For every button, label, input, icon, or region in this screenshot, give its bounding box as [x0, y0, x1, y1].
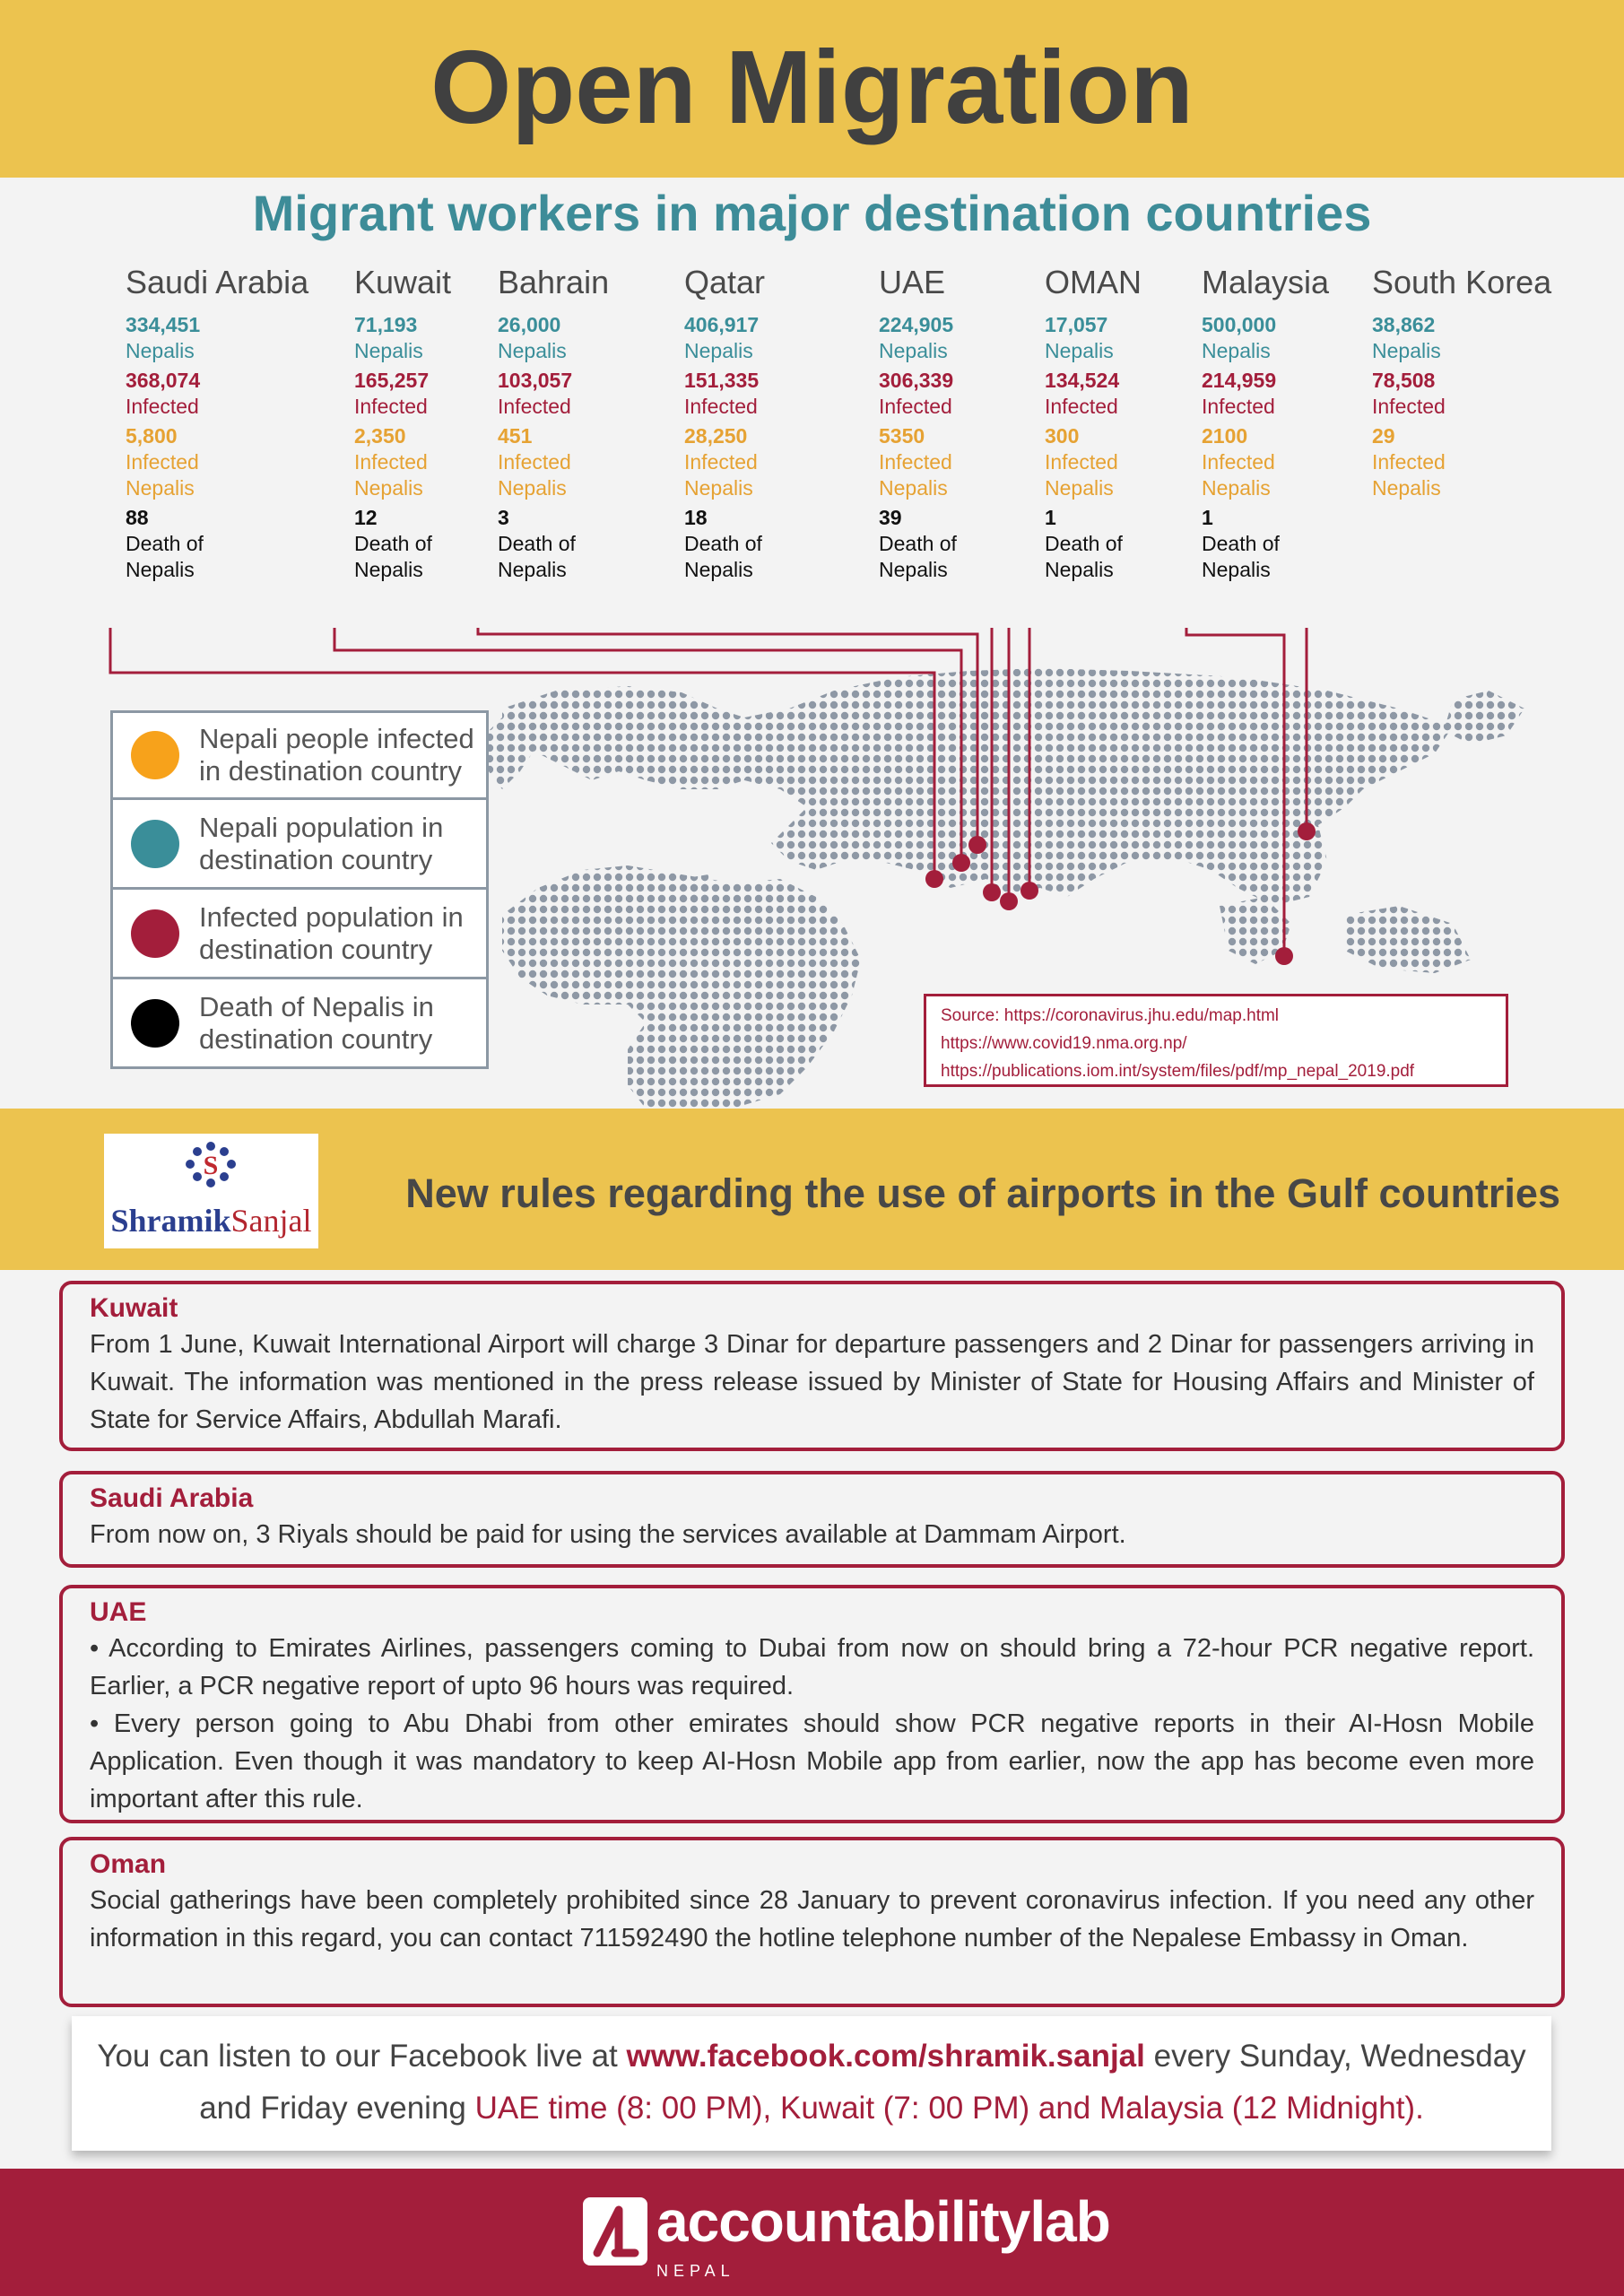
deaths-label: Death of Nepalis	[1045, 532, 1123, 581]
deaths-label: Death of Nepalis	[1202, 532, 1280, 581]
deaths-count: 12	[354, 506, 378, 529]
shramik-sanjal-logo	[104, 1134, 318, 1248]
infected-count: 165,257	[354, 369, 430, 392]
deaths-count: 1	[1202, 506, 1213, 529]
sources-box	[924, 994, 1508, 1087]
footer-subbrand: NEPAL	[656, 2262, 735, 2280]
infected-label: Infected	[879, 395, 952, 418]
infected-nepalis-label: Infected Nepalis	[684, 450, 758, 500]
rule-title: Saudi Arabia	[90, 1483, 254, 1513]
infected-nepalis-count: 5,800	[126, 424, 178, 448]
teal-dot-icon	[131, 820, 179, 868]
infected-nepalis-label: Infected Nepalis	[879, 450, 952, 500]
country-name: UAE	[879, 264, 946, 300]
section-subtitle: Migrant workers in major destination countries	[252, 185, 1372, 241]
country-column	[498, 264, 609, 583]
country-column	[879, 264, 977, 583]
rule-box-kuwait	[59, 1281, 1565, 1451]
infected-nepalis-count: 28,250	[684, 424, 748, 448]
country-column	[1202, 264, 1329, 583]
nepalis-label: Nepalis	[1202, 339, 1271, 362]
red-dot-icon	[131, 909, 179, 958]
black-dot-icon	[131, 999, 179, 1048]
legend-item-infected-population	[110, 890, 489, 979]
deaths-count: 88	[126, 506, 149, 529]
rules-title: New rules regarding the use of airports in the Gulf countries	[405, 1170, 1560, 1216]
infected-nepalis-label: Infected Nepalis	[126, 450, 199, 500]
rule-title: Kuwait	[90, 1293, 178, 1323]
infected-count: 134,524	[1045, 369, 1120, 392]
infected-nepalis-count: 300	[1045, 424, 1080, 448]
logo-emblem-icon	[104, 1134, 318, 1205]
infected-nepalis-count: 2100	[1202, 424, 1248, 448]
legend-item-infected-nepalis	[110, 710, 489, 800]
legend-label: Infected population in destination country	[199, 900, 464, 965]
rule-box-oman	[59, 1837, 1565, 2007]
infected-count: 306,339	[879, 369, 954, 392]
deaths-count: 39	[879, 506, 902, 529]
legend-label: Nepali population in destination country	[199, 811, 444, 875]
footer-brand: accountabilitylab	[656, 2189, 1110, 2254]
deaths-label: Death of Nepalis	[498, 532, 576, 581]
infected-label: Infected	[126, 395, 199, 418]
nepalis-label: Nepalis	[354, 339, 423, 362]
page-title: Open Migration	[430, 29, 1194, 145]
legend-label: Nepali people infected in destination country	[199, 723, 474, 787]
nepalis-label: Nepalis	[684, 339, 753, 362]
rule-bullet: • According to Emirates Airlines, passengers coming to Dubai from now on should bring a 72-hour PCR negative report. Earlier, a PCR negative report of upto 96 hours was required.	[90, 1634, 1534, 1700]
svg-text:S: S	[203, 1151, 219, 1180]
country-column	[126, 264, 308, 583]
deaths-count: 18	[684, 506, 708, 529]
deaths-label: Death of Nepalis	[354, 532, 432, 581]
nepalis-count: 224,905	[879, 313, 954, 336]
country-name: Saudi Arabia	[126, 264, 309, 300]
header-banner	[0, 0, 1624, 178]
infected-nepalis-count: 5350	[879, 424, 925, 448]
facebook-text: You can listen to our Facebook live at	[97, 2039, 627, 2074]
country-name: Qatar	[684, 264, 766, 300]
infected-nepalis-label: Infected Nepalis	[498, 450, 571, 500]
rule-title: UAE	[90, 1597, 147, 1627]
deaths-count: 1	[1045, 506, 1056, 529]
broadcast-times: UAE time (8: 00 PM), Kuwait (7: 00 PM) and Malaysia (12 Midnight).	[474, 2091, 1424, 2126]
nepalis-count: 17,057	[1045, 313, 1108, 336]
legend	[110, 710, 489, 1069]
infected-nepalis-label: Infected Nepalis	[1202, 450, 1275, 500]
rule-text: From 1 June, Kuwait International Airport will charge 3 Dinar for departure passengers and 2 Dinar for passengers arriving in Kuwait. The information was mentioned in the press release issued by Minister of State for Housing Affairs and Minister of State for Service Affairs, Abdullah Marafi.	[90, 1330, 1534, 1434]
infected-count: 368,074	[126, 369, 201, 392]
nepalis-label: Nepalis	[1372, 339, 1441, 362]
orange-dot-icon	[131, 731, 179, 779]
infected-nepalis-label: Infected Nepalis	[1045, 450, 1118, 500]
rule-box-saudi-arabia	[59, 1471, 1565, 1568]
nepalis-count: 406,917	[684, 313, 760, 336]
legend-item-nepali-population	[110, 800, 489, 890]
deaths-label: Death of Nepalis	[684, 532, 762, 581]
nepalis-count: 334,451	[126, 313, 201, 336]
infected-nepalis-count: 29	[1372, 424, 1395, 448]
infected-count: 214,959	[1202, 369, 1277, 392]
country-column	[1045, 264, 1143, 583]
infected-nepalis-label: Infected Nepalis	[354, 450, 428, 500]
country-name: South Korea	[1372, 264, 1552, 300]
country-column	[354, 264, 453, 583]
deaths-label: Death of Nepalis	[126, 532, 204, 581]
legend-item-deaths	[110, 979, 489, 1069]
nepalis-count: 500,000	[1202, 313, 1277, 336]
source-line[interactable]: https://publications.iom.int/system/files/pdf/mp_nepal_2019.pdf	[941, 1062, 1415, 1081]
accountability-lab-logo-icon	[583, 2197, 647, 2266]
country-name: Bahrain	[498, 264, 610, 300]
nepalis-count: 38,862	[1372, 313, 1436, 336]
infected-count: 151,335	[684, 369, 760, 392]
infected-label: Infected	[1202, 395, 1275, 418]
rule-bullet: • Every person going to Abu Dhabi from other emirates should show PCR negative reports in their AI-Hosn Mobile Application. Even though it was mandatory to keep AI-Hosn Mobile app from earlier, now the app has become even more important after this rule.	[90, 1709, 1534, 1813]
facebook-text: every Sunday, Wednesday and Friday evening	[199, 2039, 1526, 2126]
nepalis-count: 71,193	[354, 313, 418, 336]
nepalis-label: Nepalis	[126, 339, 195, 362]
facebook-link[interactable]: www.facebook.com/shramik.sanjal	[626, 2039, 1145, 2074]
source-line[interactable]: Source: https://coronavirus.jhu.edu/map.html	[941, 1006, 1280, 1025]
nepalis-count: 26,000	[498, 313, 561, 336]
nepalis-label: Nepalis	[879, 339, 948, 362]
infected-label: Infected	[1045, 395, 1118, 418]
logo-word-part1: Shramik	[110, 1203, 231, 1239]
infected-label: Infected	[498, 395, 571, 418]
infected-count: 78,508	[1372, 369, 1436, 392]
infected-nepalis-label: Infected Nepalis	[1372, 450, 1446, 500]
rule-text: Social gatherings have been completely prohibited since 28 January to prevent coronavirus infection. If you need any other information in this regard, you can contact 711592490 the hotline telephone number of the Nepalese Embassy in Oman.	[90, 1886, 1534, 1952]
logo-word-part2: Sanjal	[230, 1203, 312, 1239]
facebook-live-note	[72, 2016, 1551, 2151]
footer	[0, 2169, 1624, 2296]
country-column	[684, 264, 783, 583]
infected-label: Infected	[1372, 395, 1446, 418]
nepalis-label: Nepalis	[1045, 339, 1114, 362]
infected-label: Infected	[354, 395, 428, 418]
rule-title: Oman	[90, 1849, 167, 1879]
infected-count: 103,057	[498, 369, 573, 392]
infected-label: Infected	[684, 395, 758, 418]
nepalis-label: Nepalis	[498, 339, 567, 362]
rule-box-uae	[59, 1585, 1565, 1823]
country-name: Malaysia	[1202, 264, 1330, 300]
country-name: Kuwait	[354, 264, 452, 300]
source-line[interactable]: https://www.covid19.nma.org.np/	[941, 1034, 1187, 1053]
country-name: OMAN	[1045, 264, 1142, 300]
deaths-count: 3	[498, 506, 509, 529]
rule-text: From now on, 3 Riyals should be paid for using the services available at Dammam Airport.	[90, 1520, 1126, 1549]
deaths-label: Death of Nepalis	[879, 532, 957, 581]
legend-label: Death of Nepalis in destination country	[199, 990, 434, 1055]
infected-nepalis-count: 2,350	[354, 424, 406, 448]
logo-wordmark	[104, 1202, 318, 1239]
infected-nepalis-count: 451	[498, 424, 533, 448]
country-column	[1372, 264, 1551, 505]
